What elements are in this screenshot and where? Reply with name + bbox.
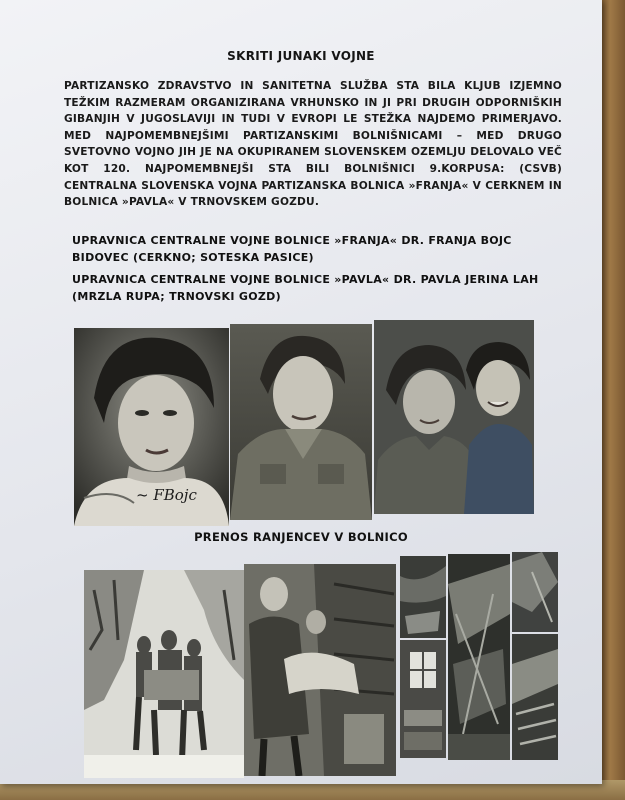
wounded-carry-photo: [244, 564, 396, 776]
ravine-wreck-photo: [448, 554, 510, 760]
portrait-uniform-photo: [230, 324, 372, 520]
rock-face-photo: [512, 552, 558, 632]
winter-transport-photo: [84, 570, 244, 778]
heading-franja: UPRAVNICA CENTRALNE VOJNE BOLNICE »FRANJA« DR. FRANJA BOJC BIDOVEC (CERKNO; SOTESKA PASICE): [72, 234, 512, 264]
portrait-two-women-photo: [374, 320, 534, 514]
section-title-transport: PRENOS RANJENCEV V BOLNICO: [194, 530, 408, 544]
gorge-photo-top: [400, 556, 446, 638]
portrait-franja-photo: [74, 328, 229, 526]
intro-paragraph: PARTIZANSKO ZDRAVSTVO IN SANITETNA SLUŽBA STA BILA KLJUB IZJEMNO TEŽKIM RAZMERAM ORGANIZIRANA VRHUNSKO IN JI PRI DRUGIH ODPORNIŠKIH GIBANJIH V JUGOSLAVIJI IN TUDI V EVROPI LE STEŽKA NAJDEMO PRIMERJAVO. MED NAJPOMEMBNEJŠIMI PARTIZANSKIMI BOLNIŠNICAMI – MED DRUGO SVETOVNO VOJNO JIH JE NA OKUPIRANEM SLOVENSKEM OZEMLJU DELOVALO VEČ KOT 120. NAJPOMEMBNEJŠI STA BILI BOLNIŠNICI 9.KORPUSA: (CSVB) CENTRALNA SLOVENSKA VOJNA PARTIZANSKA BOLNICA »FRANJA« V CERKNEM IN BOLNICA »PAVLA« V TRNOVSKEM GOZDU.: [64, 80, 562, 209]
document-title: SKRITI JUNAKI VOJNE: [227, 49, 375, 63]
heading-pavla: UPRAVNICA CENTRALNE VOJNE BOLNICE »PAVLA« DR. PAVLA JERINA LAH (MRZLA RUPA; TRNOVSKI GOZD): [72, 273, 539, 303]
signature-image: ~ FBojc: [136, 486, 197, 504]
hospital-interior-photo: [400, 640, 446, 758]
wooden-frame-right: [598, 0, 625, 800]
collapsed-barrack-photo: [512, 634, 558, 760]
